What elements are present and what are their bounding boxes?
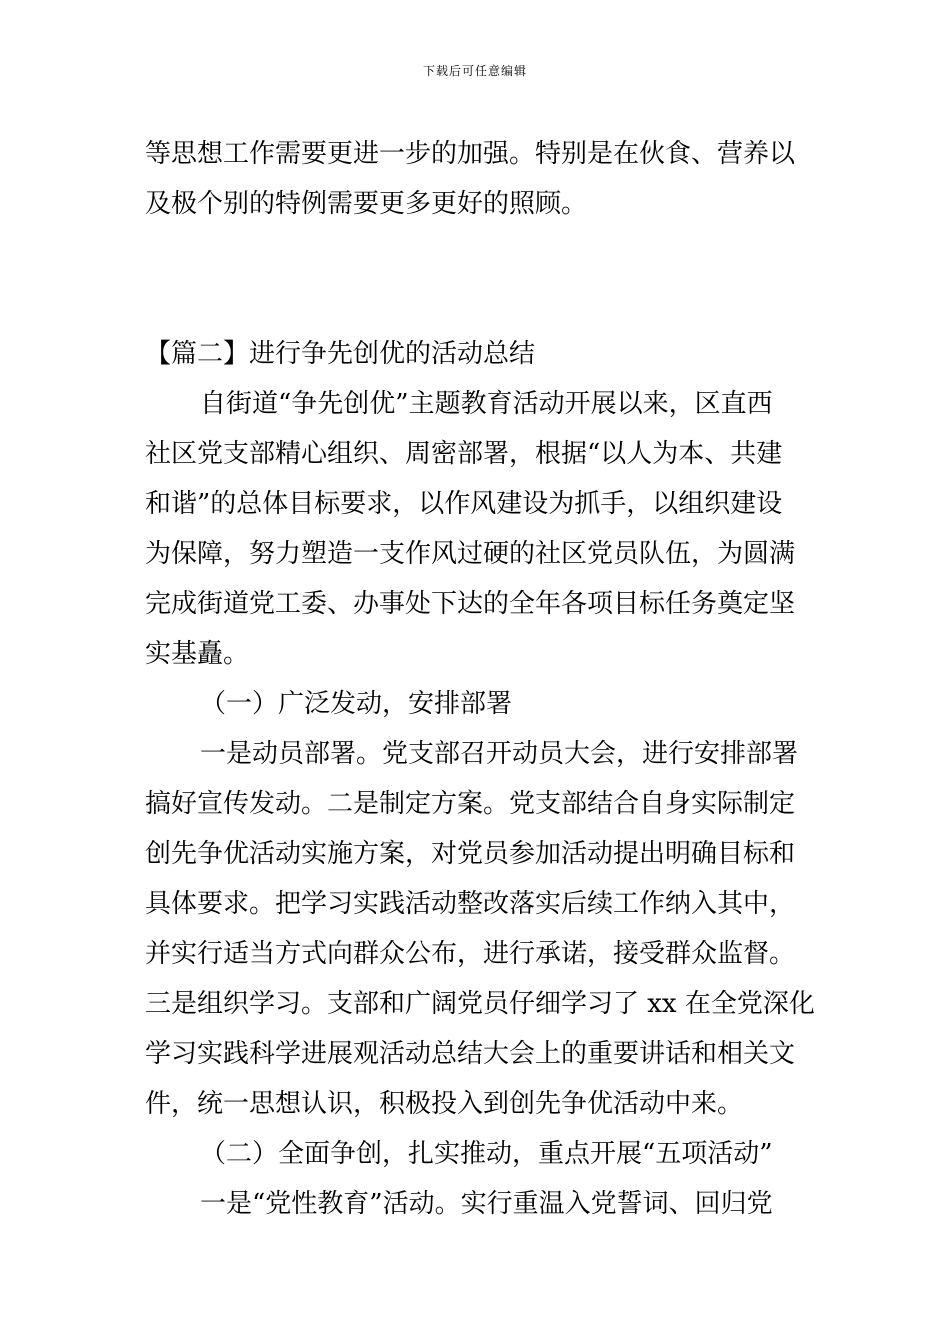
- body-line: 等思想工作需要更进一步的加强。特别是在伙食、营养以: [145, 139, 796, 169]
- section-title: 【篇二】进行争先创优的活动总结: [145, 339, 536, 369]
- paragraph-start: 一是“党性教育”活动。实行重温入党誓词、回归党: [200, 1189, 773, 1219]
- page-header: 下载后可任意编辑: [422, 64, 527, 78]
- body-line: 为保障，努力塑造一支作风过硬的社区党员队伍，为圆满: [145, 539, 796, 569]
- body-line: 社区党支部精心组织、周密部署，根据“以人为本、共建: [145, 439, 783, 469]
- body-line: 具体要求。把学习实践活动整改落实后续工作纳入其中，: [145, 889, 796, 919]
- body-line: 和谐”的总体目标要求，以作风建设为抓手，以组织建设: [145, 489, 783, 519]
- subheading: （二）全面争创，扎实推动，重点开展“五项活动”: [200, 1139, 773, 1169]
- body-line: 学习实践科学进展观活动总结大会上的重要讲话和相关文: [145, 1039, 796, 1069]
- body-line: 及极个别的特例需要更多更好的照顾。: [145, 189, 588, 219]
- body-line: 搞好宣传发动。二是制定方案。党支部结合自身实际制定: [145, 789, 796, 819]
- subheading: （一）广泛发动，安排部署: [200, 689, 513, 719]
- paragraph-start: 自街道“争先创优”主题教育活动开展以来，区直西: [200, 389, 773, 419]
- body-line: 并实行适当方式向群众公布，进行承诺，接受群众监督。: [145, 939, 796, 969]
- body-line: 完成街道党工委、办事处下达的全年各项目标任务奠定坚: [145, 589, 796, 619]
- body-line: 实基矗。: [145, 639, 250, 669]
- body-line: 创先争优活动实施方案，对党员参加活动提出明确目标和: [145, 839, 796, 869]
- paragraph-start: 一是动员部署。党支部召开动员大会，进行安排部署: [200, 739, 799, 769]
- body-line: 件，统一思想认识，积极投入到创先争优活动中来。: [145, 1089, 744, 1119]
- body-line: 三是组织学习。支部和广阔党员仔细学习了 xx 在全党深化: [145, 989, 815, 1019]
